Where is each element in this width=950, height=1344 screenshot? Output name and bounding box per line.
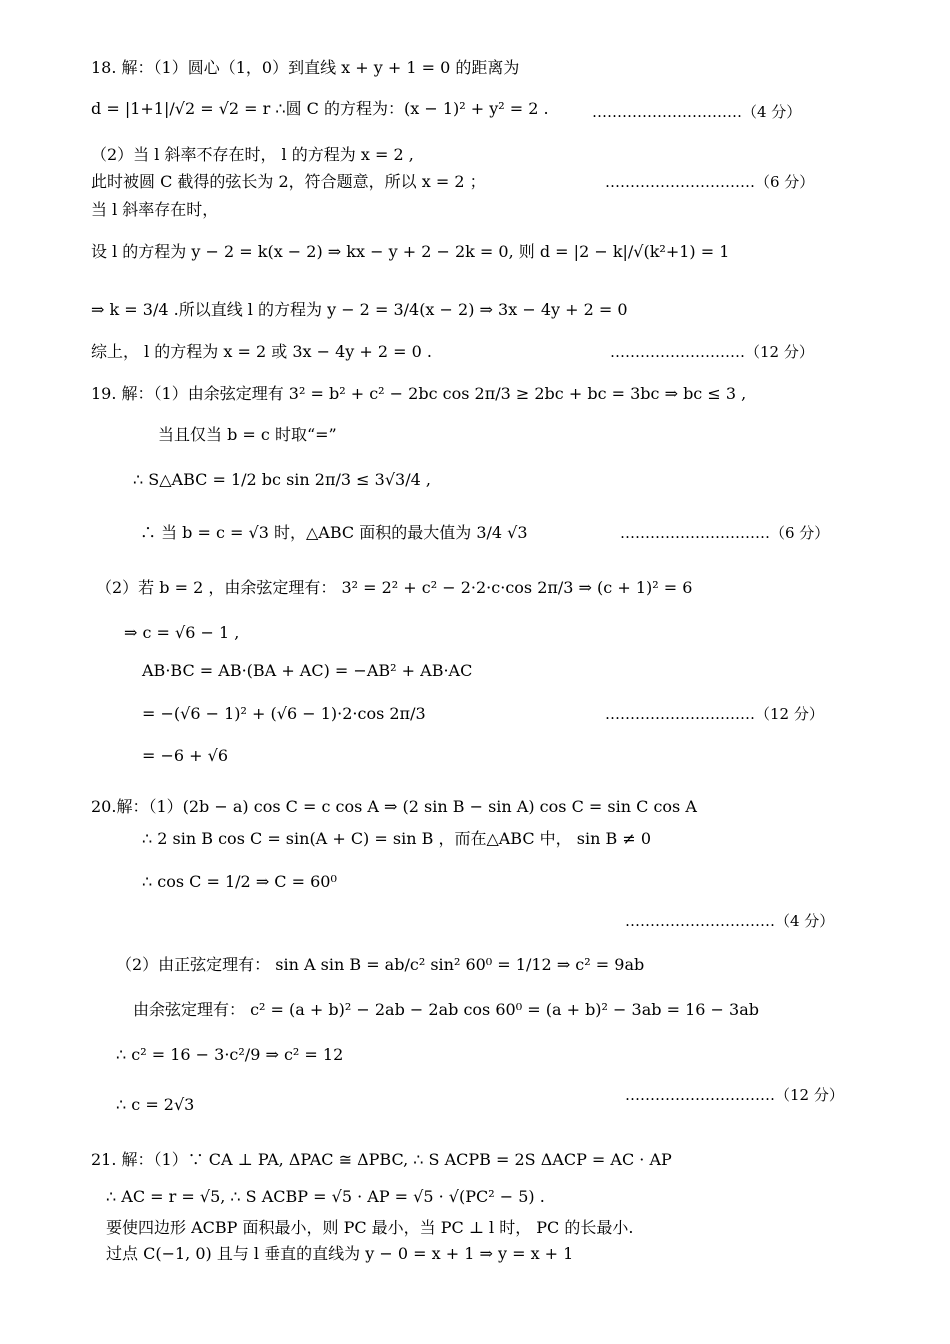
q21-line4: 过点 C(−1, 0) 且与 l 垂直的直线为 y − 0 = x + 1 ⇒ y = x + 1 [106, 1244, 574, 1263]
q21-line1: 21. 解：（1）∵ CA ⊥ PA, ΔPAC ≅ ΔPBC, ∴ S ACPB = 2S ΔACP = AC · AP [91, 1150, 672, 1169]
q19-line4: ∴ 当 b = c = √3 时，△ABC 面积的最大值为 3/4 √3 [140, 523, 528, 542]
q18-line8: 综上， l 的方程为 x = 2 或 3x − 4y + 2 = 0 . [91, 342, 433, 361]
q18-score-12: ………………………（12 分） [610, 343, 814, 361]
q18-line2: d = |1+1|/√2 = √2 = r ∴圆 C 的方程为：(x − 1)² + y² = 2 . [91, 99, 549, 118]
q20-line3: ∴ cos C = 1/2 ⇒ C = 60⁰ [142, 872, 337, 891]
q19-line5: （2）若 b = 2 ，由余弦定理有： 3² = 2² + c² − 2·2·c·cos 2π/3 ⇒ (c + 1)² = 6 [96, 578, 693, 597]
q20-line4: （2）由正弦定理有： sin A sin B = ab/c² sin² 60⁰ = 1/12 ⇒ c² = 9ab [116, 955, 645, 974]
q18-line1: 18. 解：（1）圆心（1，0）到直线 x + y + 1 = 0 的距离为 [91, 58, 520, 77]
q19-line8: = −(√6 − 1)² + (√6 − 1)·2·cos 2π/3 [142, 704, 426, 723]
q19-score-12: …………………………（12 分） [605, 705, 824, 723]
q18-line4: 此时被圆 C 截得的弦长为 2，符合题意，所以 x = 2 ； [91, 172, 486, 191]
q18-line3: （2）当 l 斜率不存在时， l 的方程为 x = 2 , [91, 145, 414, 164]
q19-line2: 当且仅当 b = c 时取“=” [158, 425, 337, 444]
q20-score-12: …………………………（12 分） [625, 1086, 844, 1104]
q21-line2: ∴ AC = r = √5, ∴ S ACBP = √5 · AP = √5 · √(PC² − 5) . [106, 1187, 545, 1206]
q20-line2: ∴ 2 sin B cos C = sin(A + C) = sin B ，而在△ABC 中， sin B ≠ 0 [142, 829, 652, 848]
q19-line3: ∴ S△ABC = 1/2 bc sin 2π/3 ≤ 3√3/4 , [133, 470, 431, 489]
q20-line7: ∴ c = 2√3 [116, 1095, 195, 1114]
q21-line3: 要使四边形 ACBP 面积最小，则 PC 最小，当 PC ⊥ l 时， PC 的长最小. [106, 1218, 634, 1237]
q20-line5: 由余弦定理有： c² = (a + b)² − 2ab − 2ab cos 60⁰ = (a + b)² − 3ab = 16 − 3ab [133, 1000, 759, 1019]
q20-line1: 20.解：（1）(2b − a) cos C = c cos A ⇒ (2 sin B − sin A) cos C = sin C cos A [91, 797, 697, 816]
q19-line9: = −6 + √6 [142, 746, 229, 765]
q20-score-4: …………………………（4 分） [625, 912, 835, 930]
q18-line5: 当 l 斜率存在时， [91, 200, 219, 219]
q18-line6: 设 l 的方程为 y − 2 = k(x − 2) ⇒ kx − y + 2 − 2k = 0, 则 d = |2 − k|/√(k²+1) = 1 [91, 242, 730, 261]
q19-line7: AB·BC = AB·(BA + AC) = −AB² + AB·AC [142, 661, 473, 680]
q18-line7: ⇒ k = 3/4 .所以直线 l 的方程为 y − 2 = 3/4(x − 2) ⇒ 3x − 4y + 2 = 0 [91, 300, 628, 319]
q19-score-6: …………………………（6 分） [620, 524, 830, 542]
q20-line6: ∴ c² = 16 − 3·c²/9 ⇒ c² = 12 [116, 1045, 344, 1064]
q18-score-4: …………………………（4 分） [592, 103, 802, 121]
q19-line1: 19. 解：（1）由余弦定理有 3² = b² + c² − 2bc cos 2π/3 ≥ 2bc + bc = 3bc ⇒ bc ≤ 3 , [91, 384, 747, 403]
q19-line6: ⇒ c = √6 − 1 , [124, 623, 240, 642]
q18-score-6: …………………………（6 分） [605, 173, 815, 191]
